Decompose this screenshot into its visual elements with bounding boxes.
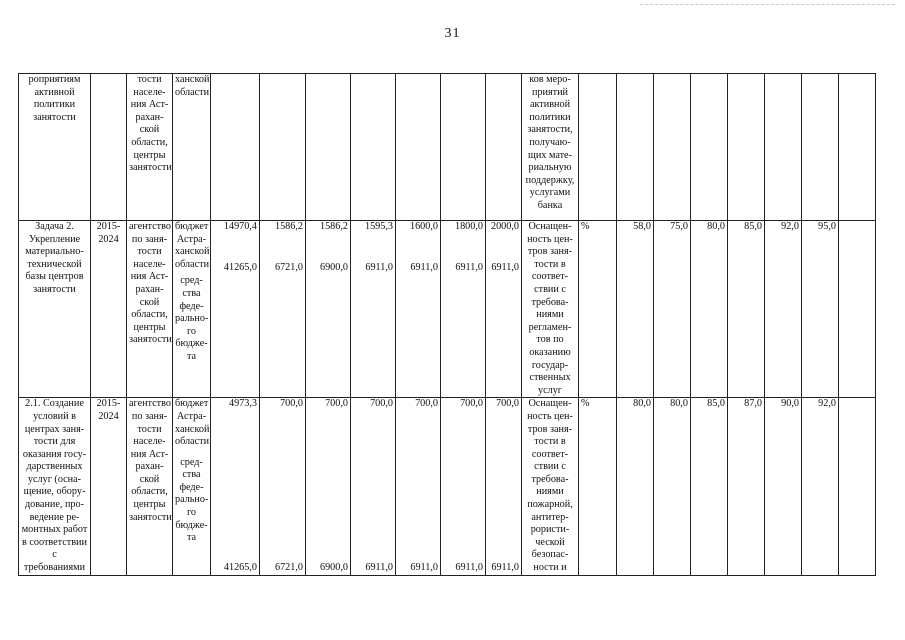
target-cell <box>802 74 839 221</box>
value-cell <box>396 74 441 221</box>
value-cell <box>306 221 351 398</box>
value-cell <box>441 398 486 575</box>
row-executor: агентство по занятости населения Астраханской области, центры занятости <box>127 221 173 398</box>
value-cell <box>211 398 260 575</box>
row-period <box>91 74 127 221</box>
value-bottom: 6911,0 <box>365 261 393 273</box>
row-unit <box>579 74 617 221</box>
row-indicator: Оснащенность центров занятости в соответствии с требованиями регламентов по оказанию государственных услуг <box>522 221 579 398</box>
target-cell: 92,0 <box>802 398 839 575</box>
value-cell <box>486 221 522 398</box>
value-bottom: 6911,0 <box>491 261 519 273</box>
target-cell: 85,0 <box>691 398 728 575</box>
value-top: 4973,3 <box>228 398 257 410</box>
value-top: 700,0 <box>370 398 393 410</box>
row-executor: агентство по занятости населения Астраханской области, центры занятости <box>127 398 173 575</box>
row-name: роприятиям активной политики занятости <box>19 74 91 221</box>
value-cell <box>351 74 396 221</box>
value-top: 1586,2 <box>274 221 303 232</box>
value-cell <box>306 74 351 221</box>
target-cell <box>765 74 802 221</box>
target-cell <box>691 74 728 221</box>
target-cell <box>654 74 691 221</box>
value-cell <box>441 221 486 398</box>
target-cell <box>728 74 765 221</box>
row-unit: % <box>579 221 617 398</box>
value-cell <box>306 398 351 575</box>
target-cell: 90,0 <box>765 398 802 575</box>
target-cell: 80,0 <box>691 221 728 398</box>
value-cell <box>211 221 260 398</box>
row-name: Задача 2. Укрепление материально-технической базы центров занятости <box>19 221 91 398</box>
source-bottom: средства федерального бюджета <box>175 456 209 544</box>
row-name: 2.1. Создание условий в центрах занятости для оказания государственных услуг (оснащение, оборудование, проведение ремонтных работ в соответствии с требованиями <box>19 398 91 575</box>
value-cell <box>351 398 396 575</box>
value-top: 700,0 <box>460 398 483 410</box>
page-number: 31 <box>444 26 461 41</box>
row-indicator: ков мероприятий активной политики занятости, получающих материальную поддержку, услугами банка <box>522 74 579 221</box>
value-bottom: 41265,0 <box>223 562 257 574</box>
value-cell <box>260 221 306 398</box>
value-top: 1800,0 <box>454 221 483 232</box>
value-bottom: 41265,0 <box>223 261 257 273</box>
value-bottom: 6911,0 <box>365 562 393 574</box>
value-top: 700,0 <box>280 398 303 410</box>
row-source <box>173 221 211 398</box>
value-bottom: 6900,0 <box>319 261 348 273</box>
target-cell: 92,0 <box>765 221 802 398</box>
value-cell <box>486 398 522 575</box>
value-bottom: 6721,0 <box>274 261 303 273</box>
value-cell <box>211 74 260 221</box>
value-top: 1595,3 <box>364 221 393 232</box>
target-cell-empty <box>839 398 876 575</box>
value-bottom: 6911,0 <box>410 261 438 273</box>
value-top: 700,0 <box>496 398 519 410</box>
value-cell <box>260 398 306 575</box>
row-period: 2015-2024 <box>91 398 127 575</box>
value-cell <box>351 221 396 398</box>
target-cell <box>617 74 654 221</box>
row-executor: тости населения Астраханской области, центры занятости <box>127 74 173 221</box>
value-bottom: 6721,0 <box>274 562 303 574</box>
row-indicator: Оснащенность центров занятости в соответствии с требованиями пожарной, антитеррористической безопасности и <box>522 398 579 575</box>
table-row <box>19 221 876 398</box>
target-cell: 75,0 <box>654 221 691 398</box>
row-source: ханской области <box>173 74 211 221</box>
target-cell: 80,0 <box>617 398 654 575</box>
value-bottom: 6911,0 <box>455 562 483 574</box>
target-cell <box>839 74 876 221</box>
target-cell: 95,0 <box>802 221 839 398</box>
value-cell <box>396 221 441 398</box>
value-top: 1586,2 <box>319 221 348 232</box>
source-bottom: средства федерального бюджета <box>175 275 209 362</box>
target-cell: 85,0 <box>728 221 765 398</box>
value-cell <box>441 74 486 221</box>
row-source <box>173 398 211 575</box>
source-top: бюджет Астраханской области <box>175 221 210 270</box>
row-unit: % <box>579 398 617 575</box>
value-bottom: 6900,0 <box>319 562 348 574</box>
value-top: 14970,4 <box>223 221 257 232</box>
target-cell: 80,0 <box>654 398 691 575</box>
table-row <box>19 398 876 575</box>
value-bottom: 6911,0 <box>491 562 519 574</box>
value-cell <box>486 74 522 221</box>
source-top: бюджет Астраханской области <box>175 398 210 448</box>
scan-artifact-line <box>640 4 895 5</box>
value-top: 700,0 <box>325 398 348 410</box>
target-cell: 87,0 <box>728 398 765 575</box>
value-cell <box>260 74 306 221</box>
value-top: 700,0 <box>415 398 438 410</box>
program-table <box>18 73 876 576</box>
row-period: 2015-2024 <box>91 221 127 398</box>
target-cell-empty <box>839 221 876 398</box>
value-top: 1600,0 <box>409 221 438 232</box>
value-bottom: 6911,0 <box>455 261 483 273</box>
value-cell <box>396 398 441 575</box>
value-top: 2000,0 <box>490 221 519 232</box>
value-bottom: 6911,0 <box>410 562 438 574</box>
target-cell: 58,0 <box>617 221 654 398</box>
table-row <box>19 74 876 221</box>
